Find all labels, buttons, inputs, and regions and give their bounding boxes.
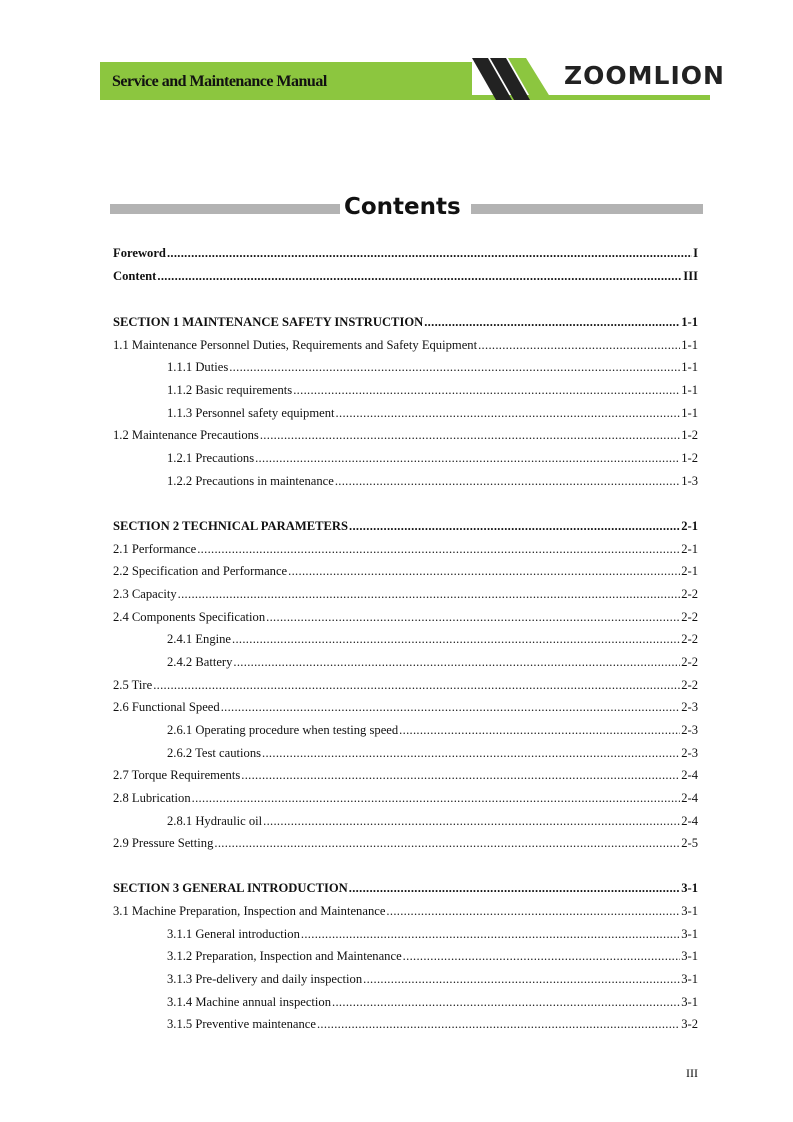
toc-leader-dots (260, 426, 680, 444)
toc-leader-dots (336, 404, 681, 422)
toc-entry-title: SECTION 1 MAINTENANCE SAFETY INSTRUCTION (113, 315, 424, 329)
toc-entry-page: 1-2 (681, 451, 698, 465)
toc-entry-title: 2.4.2 Battery (167, 655, 233, 669)
toc-entry-page: 2-4 (681, 768, 698, 782)
toc-entry-page: 3-1 (681, 904, 698, 918)
toc-entry-page: 2-3 (681, 746, 698, 760)
toc-entry-title: Foreword (113, 246, 166, 260)
toc-entry-page: 2-2 (681, 678, 698, 692)
toc-leader-dots (335, 472, 680, 490)
toc-entry-title: SECTION 3 GENERAL INTRODUCTION (113, 881, 348, 895)
toc-entry-page: 1-2 (681, 428, 698, 442)
title-bar-left (110, 204, 340, 214)
toc-entry[interactable] (167, 358, 698, 376)
toc-entry-title: 1.1 Maintenance Personnel Duties, Requirements and Safety Equipment (113, 338, 478, 352)
toc-entry-page: 1-1 (681, 406, 698, 420)
page-number: III (686, 1066, 698, 1080)
toc-leader-dots (301, 925, 680, 943)
toc-leader-dots (178, 585, 681, 603)
page-title: Contents (344, 194, 461, 220)
toc-leader-dots (478, 336, 680, 354)
toc-entry-page: 1-1 (681, 360, 698, 374)
toc-leader-dots (157, 267, 682, 285)
toc-entry[interactable] (113, 267, 698, 285)
toc-entry[interactable] (167, 721, 698, 739)
toc-entry-page: 1-1 (681, 338, 698, 352)
toc-leader-dots (349, 879, 680, 897)
toc-leader-dots (263, 812, 680, 830)
toc-entry-title: 2.6.2 Test cautions (167, 746, 262, 760)
toc-entry-title: 1.2.1 Precautions (167, 451, 255, 465)
toc-entry-page: 2-2 (681, 587, 698, 601)
toc-entry-title: 2.8 Lubrication (113, 791, 191, 805)
toc-entry-title: 2.6.1 Operating procedure when testing speed (167, 723, 399, 737)
toc-entry-title: 2.3 Capacity (113, 587, 177, 601)
toc-leader-dots (363, 970, 680, 988)
toc-entry[interactable] (113, 585, 698, 603)
toc-entry-page: 3-1 (681, 881, 698, 895)
toc-leader-dots (221, 698, 681, 716)
toc-entry[interactable] (167, 630, 698, 648)
toc-entry-page: 2-4 (681, 791, 698, 805)
toc-leader-dots (197, 540, 680, 558)
toc-entry-title: 1.1.3 Personnel safety equipment (167, 406, 335, 420)
toc-entry-page: 2-3 (681, 700, 698, 714)
toc-leader-dots (153, 676, 680, 694)
toc-entry[interactable] (167, 744, 698, 762)
toc-entry[interactable] (113, 426, 698, 444)
toc-leader-dots (262, 744, 680, 762)
toc-entry-title: 2.7 Torque Requirements (113, 768, 241, 782)
toc-entry-title: 2.9 Pressure Setting (113, 836, 214, 850)
toc-entry[interactable] (113, 608, 698, 626)
toc-entry-title: 3.1 Machine Preparation, Inspection and Maintenance (113, 904, 386, 918)
toc-entry-title: 3.1.3 Pre-delivery and daily inspection (167, 972, 363, 986)
toc-entry[interactable] (113, 879, 698, 897)
manual-title: Service and Maintenance Manual (112, 73, 327, 90)
toc-entry-page: 3-1 (681, 995, 698, 1009)
toc-entry[interactable] (113, 517, 698, 535)
toc-leader-dots (403, 947, 681, 965)
toc-entry-title: 2.4.1 Engine (167, 632, 232, 646)
toc-entry-page: 3-1 (681, 949, 698, 963)
toc-entry-title: 1.1.2 Basic requirements (167, 383, 293, 397)
toc-entry-title: 3.1.4 Machine annual inspection (167, 995, 332, 1009)
toc-entry-page: 2-2 (681, 610, 698, 624)
toc-entry-page: 2-1 (681, 542, 698, 556)
toc-entry[interactable] (167, 653, 698, 671)
toc-entry-title: 2.6 Functional Speed (113, 700, 220, 714)
toc-leader-dots (288, 562, 680, 580)
toc-entry[interactable] (113, 244, 698, 262)
toc-entry[interactable] (167, 449, 698, 467)
toc-leader-dots (241, 766, 680, 784)
page-header (100, 61, 725, 100)
toc-entry-page: 2-1 (681, 519, 698, 533)
toc-entry-page: 2-1 (681, 564, 698, 578)
contents-heading (110, 196, 703, 224)
toc-entry-page: 1-1 (681, 315, 698, 329)
toc-leader-dots (233, 653, 680, 671)
toc-leader-dots (192, 789, 681, 807)
toc-entry-page: 3-1 (681, 927, 698, 941)
toc-leader-dots (229, 358, 680, 376)
toc-entry-page: 1-1 (681, 383, 698, 397)
toc-entry-page: 1-3 (681, 474, 698, 488)
toc-entry-title: 2.5 Tire (113, 678, 153, 692)
toc-entry-title: 2.4 Components Specification (113, 610, 266, 624)
toc-entry-title: Content (113, 269, 157, 283)
toc-leader-dots (214, 834, 680, 852)
toc-entry-page: 3-2 (681, 1017, 698, 1031)
toc-entry[interactable] (167, 925, 698, 943)
toc-entry-page: 2-5 (681, 836, 698, 850)
toc-leader-dots (349, 517, 680, 535)
toc-entry[interactable] (167, 812, 698, 830)
toc-entry[interactable] (113, 698, 698, 716)
toc-leader-dots (424, 313, 680, 331)
toc-entry-page: 2-4 (681, 814, 698, 828)
toc-entry[interactable] (113, 313, 698, 331)
toc-entry[interactable] (167, 947, 698, 965)
toc-entry[interactable] (113, 540, 698, 558)
toc-leader-dots (332, 993, 680, 1011)
toc-entry[interactable] (167, 1015, 698, 1033)
zoomlion-logo (470, 58, 725, 100)
brand-name: ZOOMLION (564, 61, 725, 90)
title-bar-right (471, 204, 703, 214)
toc-entry[interactable] (113, 766, 698, 784)
toc-entry[interactable] (167, 404, 698, 422)
toc-entry-title: 1.1.1 Duties (167, 360, 229, 374)
toc-entry[interactable] (167, 381, 698, 399)
toc-entry-title: 1.2 Maintenance Precautions (113, 428, 259, 442)
toc-entry-page: I (693, 246, 698, 260)
toc-entry[interactable] (167, 472, 698, 490)
toc-entry-page: 2-2 (681, 632, 698, 646)
toc-entry[interactable] (113, 902, 698, 920)
toc-entry[interactable] (167, 993, 698, 1011)
toc-leader-dots (386, 902, 680, 920)
toc-entry-page: 3-1 (681, 972, 698, 986)
toc-entry-title: 2.1 Performance (113, 542, 197, 556)
toc-leader-dots (255, 449, 680, 467)
toc-entry-title: SECTION 2 TECHNICAL PARAMETERS (113, 519, 349, 533)
toc-leader-dots (399, 721, 680, 739)
toc-entry-page: 2-2 (681, 655, 698, 669)
toc-entry[interactable] (113, 562, 698, 580)
toc-entry-page: 2-3 (681, 723, 698, 737)
toc-leader-dots (167, 244, 692, 262)
toc-entry-title: 3.1.5 Preventive maintenance (167, 1017, 316, 1031)
toc-leader-dots (266, 608, 680, 626)
toc-leader-dots (232, 630, 680, 648)
toc-entry[interactable] (113, 834, 698, 852)
toc-leader-dots (317, 1015, 680, 1033)
toc-entry-title: 2.2 Specification and Performance (113, 564, 288, 578)
toc-entry[interactable] (113, 336, 698, 354)
toc-entry-title: 3.1.1 General introduction (167, 927, 300, 941)
toc-entry-title: 3.1.2 Preparation, Inspection and Maintenance (167, 949, 402, 963)
toc-entry[interactable] (113, 789, 698, 807)
toc-entry-title: 2.8.1 Hydraulic oil (167, 814, 263, 828)
toc-entry-title: 1.2.2 Precautions in maintenance (167, 474, 334, 488)
toc-leader-dots (293, 381, 680, 399)
toc-entry[interactable] (167, 970, 698, 988)
toc-entry[interactable] (113, 676, 698, 694)
toc-entry-page: III (683, 269, 698, 283)
